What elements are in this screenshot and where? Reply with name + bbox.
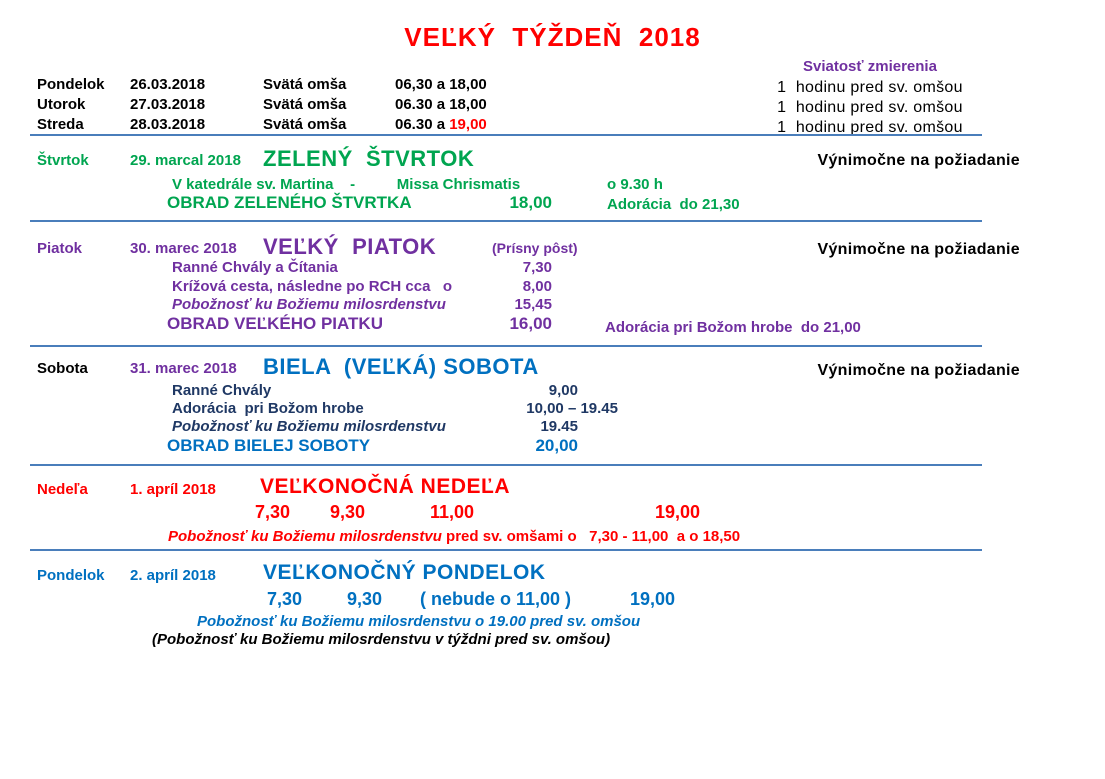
sunday-title: VEĽKONOČNÁ NEDEĽA [260,475,511,498]
friday-title: VEĽKÝ PIATOK [263,234,437,259]
exception-note: Výnimočne na požiadanie [817,362,1020,379]
page-title: VEĽKÝ TÝŽDEŇ 2018 [404,22,701,52]
saturday-row-time: 9,00 [548,382,578,399]
exception-note: Výnimočne na požiadanie [817,241,1020,258]
section-divider [30,220,982,222]
saturday-row-label: Pobožnosť ku Božiemu milosrdenstvu [172,418,446,435]
weekday-day: Streda [37,116,84,133]
friday-row-time: 8,00 [522,278,552,295]
sunday-devotion-italic: Pobožnosť ku Božiemu milosrdenstvu [168,528,442,545]
sunday-day: Nedeľa [37,481,88,498]
saturday-date: 31. marec 2018 [130,360,237,377]
monday-mass-time: 7,30 [267,589,303,609]
weekday-event: Svätá omša [263,96,347,113]
weekday-date: 28.03.2018 [130,116,206,133]
friday-adoration: Adorácia pri Božom hrobe do 21,00 [605,319,861,336]
weekday-time-black: 06.30 a [395,116,450,133]
monday-date: 2. apríl 2018 [130,567,216,584]
thursday-obrad-label: OBRAD ZELENÉHO ŠTVRTKA [167,193,412,212]
friday-day: Piatok [37,240,83,257]
section-divider [30,345,982,347]
confession-header: Sviatosť zmierenia [803,58,937,75]
sunday-mass-time: 7,30 [255,502,291,522]
sunday-mass-time: 19,00 [655,502,701,522]
friday-obrad-time: 16,00 [509,314,552,333]
weekday-time-red: 19,00 [449,116,487,133]
section-divider [30,549,982,551]
thursday-line2: V katedrále sv. Martina - Missa Chrismatis [172,176,521,193]
weekday-time-black: 06,30 a 18,00 [395,76,487,93]
monday-mass-time: 9,30 [347,589,383,609]
monday-mass-time: 19,00 [630,589,676,609]
friday-row-time: 15,45 [514,296,552,313]
thursday-line2-time: o 9.30 h [607,176,663,193]
saturday-row-time: 10,00 – 19.45 [526,400,618,417]
sunday-devotion-note [168,528,740,546]
sunday-devotion-rest: pred sv. omšami o 7,30 - 11,00 a o 18,50 [441,528,741,545]
friday-row-label: Pobožnosť ku Božiemu milosrdenstvu [172,296,446,313]
saturday-title: BIELA (VEĽKÁ) SOBOTA [263,354,539,379]
thursday-date: 29. marcal 2018 [130,152,241,169]
friday-obrad-label: OBRAD VEĽKÉHO PIATKU [167,314,383,333]
friday-subtitle: (Prísny pôst) [492,240,578,256]
sunday-date: 1. apríl 2018 [130,481,216,498]
weekday-day: Utorok [37,96,86,113]
monday-day: Pondelok [37,567,105,584]
saturday-day: Sobota [37,360,88,377]
section-divider [30,464,982,466]
weekday-event: Svätá omša [263,76,347,93]
weekday-time [395,76,487,94]
weekday-day: Pondelok [37,76,105,93]
thursday-day: Štvrtok [37,152,89,169]
exception-note: Výnimočne na požiadanie [817,152,1020,169]
thursday-title: ZELENÝ ŠTVRTOK [263,146,475,171]
confession-note: 1 hodinu pred sv. omšou [777,119,963,136]
weekday-time-black: 06.30 a 18,00 [395,96,487,113]
weekday-time [395,116,487,134]
weekday-event: Svätá omša [263,116,347,133]
weekday-time [395,96,487,114]
monday-title: VEĽKONOČNÝ PONDELOK [263,561,546,584]
saturday-row-time: 19.45 [540,418,578,435]
sunday-mass-time: 11,00 [430,502,475,522]
thursday-obrad-time: 18,00 [509,193,552,212]
monday-devotion-note: Pobožnosť ku Božiemu milosrdenstvu o 19.00 pred sv. omšou [197,613,641,630]
sunday-mass-time: 9,30 [330,502,366,522]
weekday-date: 26.03.2018 [130,76,206,93]
thursday-adoration: Adorácia do 21,30 [607,196,740,213]
saturday-obrad-time: 20,00 [535,436,578,455]
confession-note: 1 hodinu pred sv. omšou [777,79,963,96]
friday-date: 30. marec 2018 [130,240,237,257]
monday-mass-time: ( nebude o 11,00 ) [420,589,572,609]
friday-row-label: Krížová cesta, následne po RCH cca o [172,278,453,295]
saturday-row-label: Adorácia pri Božom hrobe [172,400,364,417]
saturday-obrad-label: OBRAD BIELEJ SOBOTY [167,436,371,455]
weekday-date: 27.03.2018 [130,96,206,113]
monday-devotion-note-secondary: (Pobožnosť ku Božiemu milosrdenstvu v týždni pred sv. omšou) [152,631,611,648]
friday-row-label: Ranné Chvály a Čítania [172,259,338,276]
friday-row-time: 7,30 [522,259,552,276]
section-divider [30,134,982,136]
confession-note: 1 hodinu pred sv. omšou [777,99,963,116]
saturday-row-label: Ranné Chvály [172,382,272,399]
